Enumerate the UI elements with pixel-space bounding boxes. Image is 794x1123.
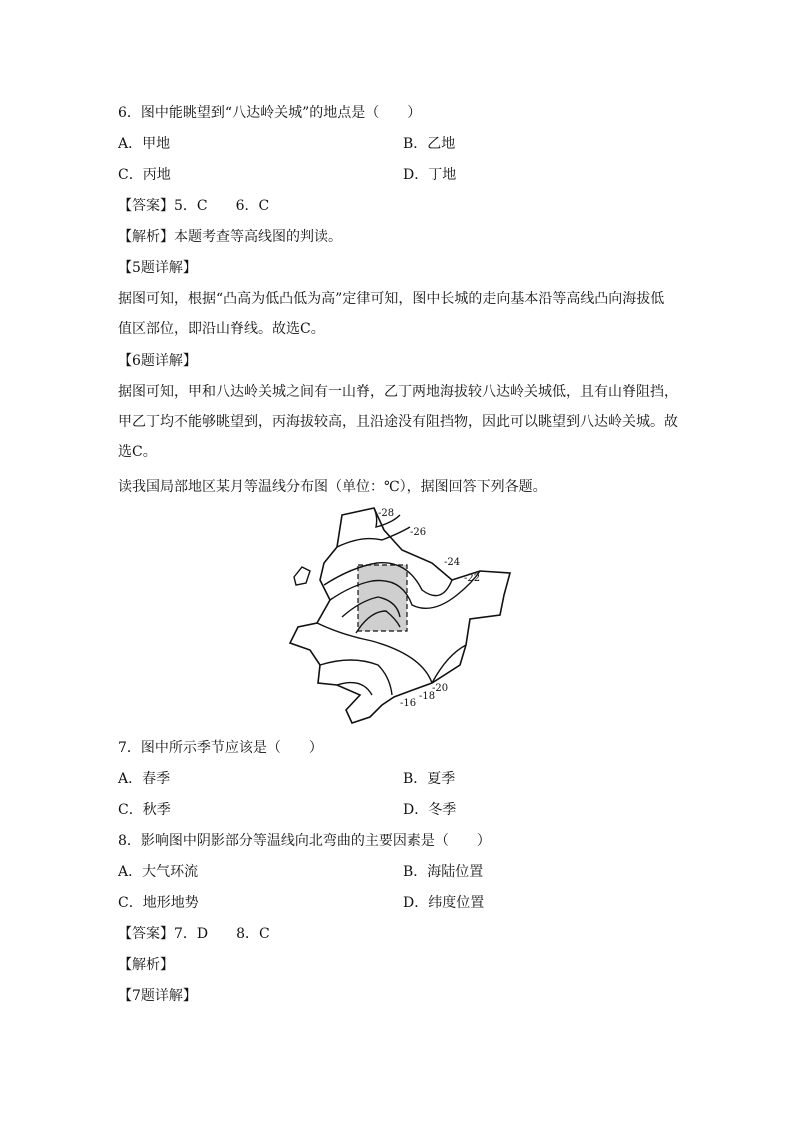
- q5-detail-title: 【5题详解】: [118, 260, 197, 276]
- q7-option-b: B．夏季: [403, 771, 456, 787]
- q7-detail-title: 【7题详解】: [118, 988, 197, 1004]
- q7-option-a: A．春季: [118, 771, 171, 787]
- peninsula-outline: [294, 567, 310, 585]
- label-minus-26: -26: [410, 527, 427, 538]
- q6-option-c: C．丙地: [118, 167, 171, 183]
- label-minus-22: -22: [464, 573, 481, 584]
- q6-detail-title: 【6题详解】: [118, 353, 197, 369]
- intro-text: 读我国局部地区某月等温线分布图（单位：℃），据图回答下列各题。: [118, 479, 547, 495]
- label-minus-28: -28: [378, 508, 395, 519]
- q6-option-a: A．甲地: [118, 136, 171, 152]
- analysis-7-8: 【解析】: [118, 957, 174, 973]
- q8-stem: 8．影响图中阴影部分等温线向北弯曲的主要因素是（ ）: [118, 833, 491, 849]
- isotherm-map-svg: [282, 505, 518, 733]
- label-minus-16: -16: [400, 698, 417, 709]
- q6-option-b: B．乙地: [403, 136, 456, 152]
- q5-detail: 据图可知，根据“凸高为低凸低为高”定律可知，图中长城的走向基本沿等高线凸向海拔低值区部位，即沿山脊线。故选C。: [118, 291, 665, 337]
- answer-7-8: 【答案】7．D 8．C: [118, 926, 270, 942]
- q6-option-d: D．丁地: [403, 167, 457, 183]
- q7-option-d: D．冬季: [403, 802, 457, 818]
- answer-5-6: 【答案】5．C 6．C: [118, 198, 270, 214]
- q6-detail: 据图可知，甲和八达岭关城之间有一山脊，乙丁两地海拔较八达岭关城低，且有山脊阻挡，甲乙丁均不能够眺望到，丙海拔较高，且沿途没有阻挡物，因此可以眺望到八达岭关城。故选C。: [118, 384, 678, 460]
- q7-stem: 7．图中所示季节应该是（ ）: [118, 740, 323, 756]
- analysis-5-6: 【解析】本题考查等高线图的判读。: [118, 229, 342, 245]
- label-minus-18: -18: [419, 691, 436, 702]
- q7-option-c: C．秋季: [118, 802, 171, 818]
- q8-option-d: D．纬度位置: [403, 895, 485, 911]
- q6-stem: 6．图中能眺望到“八达岭关城”的地点是（ ）: [118, 105, 422, 121]
- isotherm-map: [282, 505, 518, 733]
- q8-option-c: C．地形地势: [118, 895, 199, 911]
- label-minus-20: -20: [432, 683, 449, 694]
- q8-option-a: A．大气环流: [118, 864, 199, 880]
- q8-option-b: B．海陆位置: [403, 864, 484, 880]
- label-minus-24: -24: [444, 557, 461, 568]
